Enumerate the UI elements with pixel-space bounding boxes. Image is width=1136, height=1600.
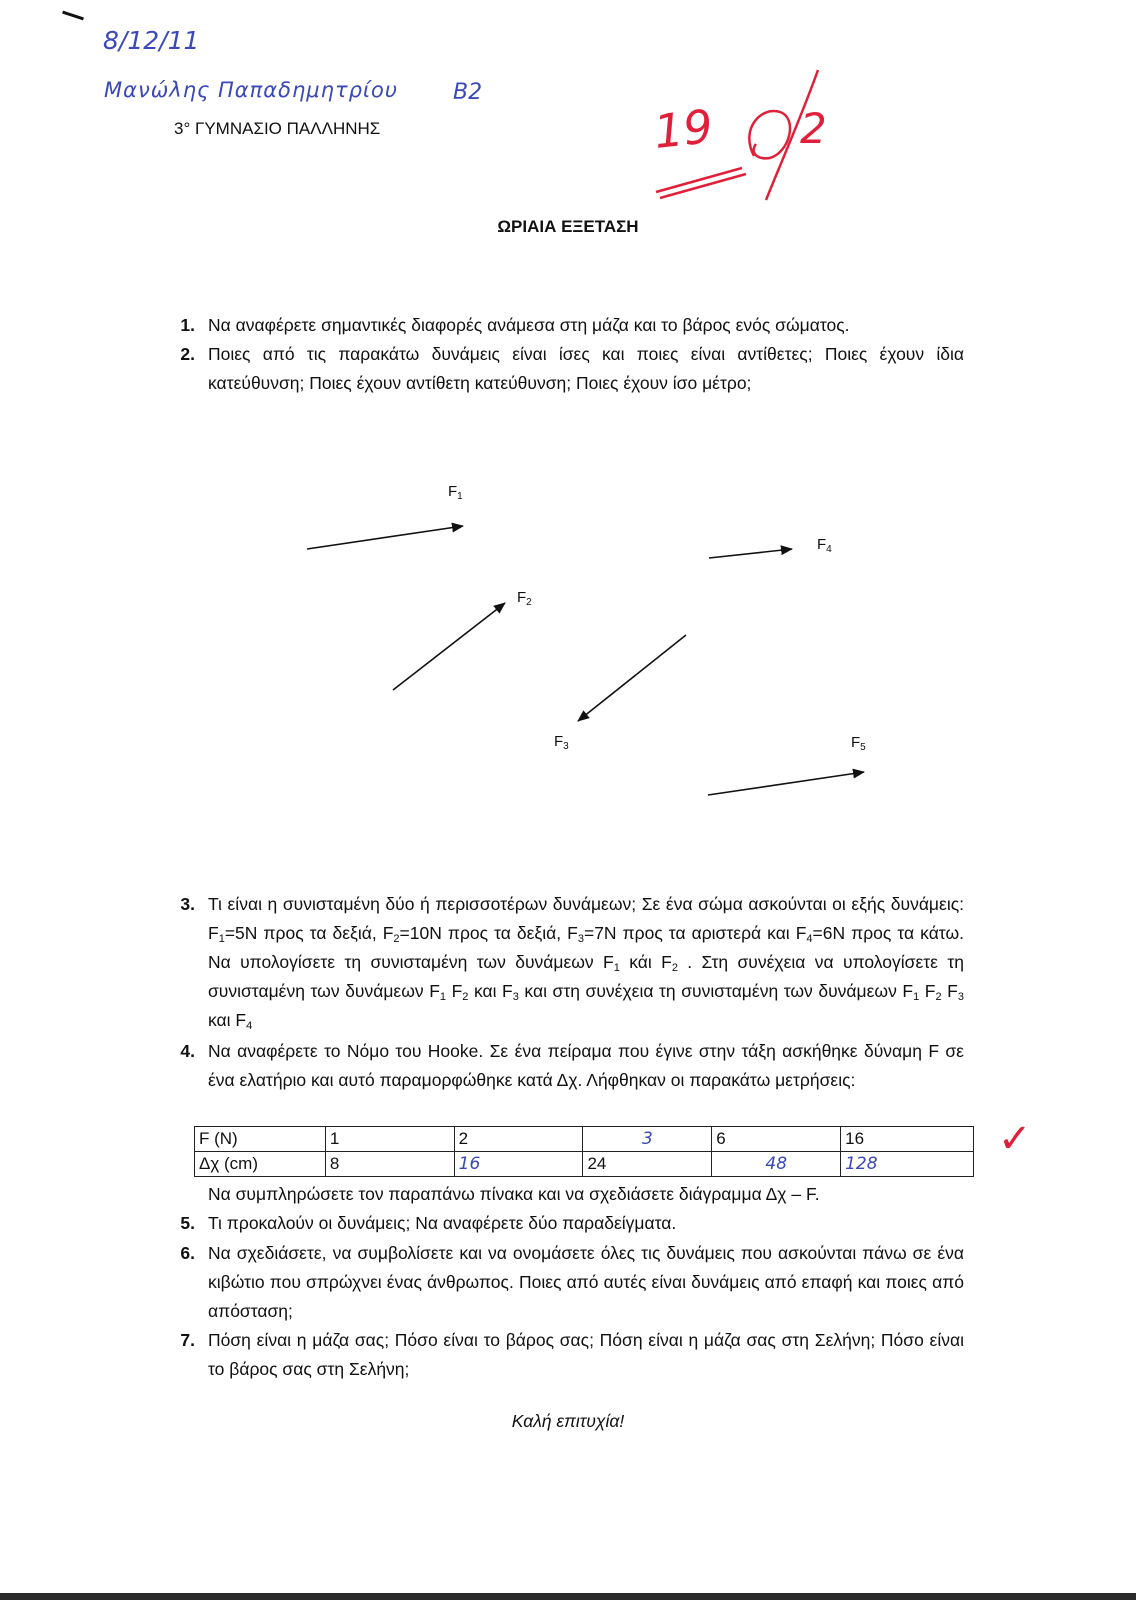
grade-out-of: 2 bbox=[800, 104, 827, 153]
force-label-f4: $F_4$ bbox=[817, 536, 832, 555]
hooke-table bbox=[194, 1126, 974, 1177]
grade-slash bbox=[766, 70, 818, 200]
table-cell: 24 bbox=[583, 1152, 712, 1177]
question-number: 4. bbox=[180, 1041, 195, 1061]
table-row bbox=[195, 1127, 974, 1152]
handwritten-student-name: Μανώλης Παπαδημητρίου bbox=[104, 78, 399, 102]
red-check-mark: ✓ bbox=[998, 1117, 1032, 1161]
table-cell-handwritten: 128 bbox=[841, 1152, 974, 1177]
table-row bbox=[195, 1152, 974, 1177]
force-arrow-f2 bbox=[393, 603, 505, 690]
question-text: Ποιες από τις παρακάτω δυνάμεις είναι ίσες και ποιες είναι αντίθετες; Ποιες έχουν ίδια κατεύθυνση; Ποιες έχουν αντίθετη κατεύθυνση; Ποιες έχουν ίσο μέτρο; bbox=[208, 344, 964, 393]
force-label-f3: $F_3$ bbox=[554, 733, 569, 752]
table-cell: 16 bbox=[841, 1127, 974, 1152]
question-text: Τι είναι η συνισταμένη δύο ή περισσοτέρων δυνάμεων; Σε ένα σώμα ασκούνται οι εξής δυνάμεις: $F_1=5N$ προς τα δεξιά, $F_2=10N$ προς τα δεξιά, $F_3=7N$ προς τα αριστερά και $F_4=6N$ προς τα κάτω. Να υπολογίσετε τη συνισταμένη των δυνάμεων $F_1$ κάι $F_2$ . Στη συνέχεια να υπολογίσετε τη συνισταμένη των δυνάμεων $F_1$ $F_2$ και $F_3$ και στη συνέχεια τη συνισταμένη των δυνάμεων $F_1$ $F_2$ $F_3$ και $F_4$ bbox=[208, 894, 964, 1032]
question-number: 5. bbox=[180, 1213, 195, 1233]
table-row-header: F (N) bbox=[195, 1127, 326, 1152]
grade-number: 19 bbox=[651, 99, 716, 159]
table-cell: 6 bbox=[712, 1127, 841, 1152]
grade-underline bbox=[656, 168, 746, 198]
table-cell-handwritten: 16 bbox=[454, 1152, 583, 1177]
force-arrow-f1 bbox=[307, 526, 463, 549]
question-number: 7. bbox=[180, 1330, 195, 1350]
grade-mark bbox=[650, 60, 880, 210]
table-cell-handwritten: 3 bbox=[583, 1127, 712, 1152]
table-row-header: Δχ (cm) bbox=[195, 1152, 326, 1177]
grade-strokes bbox=[650, 60, 880, 210]
good-luck-message: Καλή επιτυχία! bbox=[511, 1411, 625, 1431]
exam-title: ΩΡΙΑΙΑ ΕΞΕΤΑΣΗ bbox=[497, 217, 639, 236]
table-instruction: Να συμπληρώσετε τον παραπάνω πίνακα και να σχεδιάσετε διάγραμμα Δχ – F. bbox=[208, 1184, 820, 1204]
scan-bottom-edge bbox=[0, 1593, 1136, 1600]
handwritten-date: 8/12/11 bbox=[103, 26, 200, 55]
question-text: Να αναφέρετε σημαντικές διαφορές ανάμεσα στη μάζα και το βάρος ενός σώματος. bbox=[208, 315, 850, 335]
question-number: 3. bbox=[180, 894, 195, 914]
table-cell: 2 bbox=[454, 1127, 583, 1152]
force-label-f5: $F_5$ bbox=[851, 734, 866, 753]
question-number: 6. bbox=[180, 1243, 195, 1263]
question-text: Τι προκαλούν οι δυνάμεις; Να αναφέρετε δύο παραδείγματα. bbox=[208, 1213, 677, 1233]
corner-pen-mark bbox=[62, 11, 84, 21]
force-label-f2: $F_2$ bbox=[517, 589, 532, 608]
table-cell-handwritten: 48 bbox=[712, 1152, 841, 1177]
table-cell: 1 bbox=[325, 1127, 454, 1152]
question-text: Να σχεδιάσετε, να συμβολίσετε και να ονομάσετε όλες τις δυνάμεις που ασκούνται πάνω σε ένα κιβώτιο που σπρώχνει ένας άνθρωπος. Ποιες από αυτές είναι δυνάμεις από επαφή και ποιες από απόσταση; bbox=[208, 1243, 964, 1321]
force-arrow-f4 bbox=[709, 549, 792, 558]
school-name: 3° ΓΥΜΝΑΣΙΟ ΠΑΛΛΗΝΗΣ bbox=[174, 119, 381, 138]
question-text: Να αναφέρετε το Νόμο του Hooke. Σε ένα πείραμα που έγινε στην τάξη ασκήθηκε δύναμη F σε ένα ελατήριο και αυτό παραμορφώθηκε κατά Δχ. Λήφθηκαν οι παρακάτω μετρήσεις: bbox=[208, 1041, 964, 1090]
force-label-f1: $F_1$ bbox=[448, 483, 463, 502]
handwritten-class: Β2 bbox=[453, 80, 483, 105]
question-text: Πόση είναι η μάζα σας; Πόσο είναι το βάρος σας; Πόση είναι η μάζα σας στη Σελήνη; Πόσο είναι το βάρος σας στη Σελήνη; bbox=[208, 1330, 964, 1379]
force-arrow-f3 bbox=[578, 635, 686, 721]
grade-circle bbox=[749, 111, 790, 158]
question-number: 2. bbox=[180, 344, 195, 364]
force-arrow-f5 bbox=[708, 772, 864, 795]
force-diagram bbox=[0, 440, 1136, 860]
question-number: 1. bbox=[180, 315, 195, 335]
table-cell: 8 bbox=[325, 1152, 454, 1177]
